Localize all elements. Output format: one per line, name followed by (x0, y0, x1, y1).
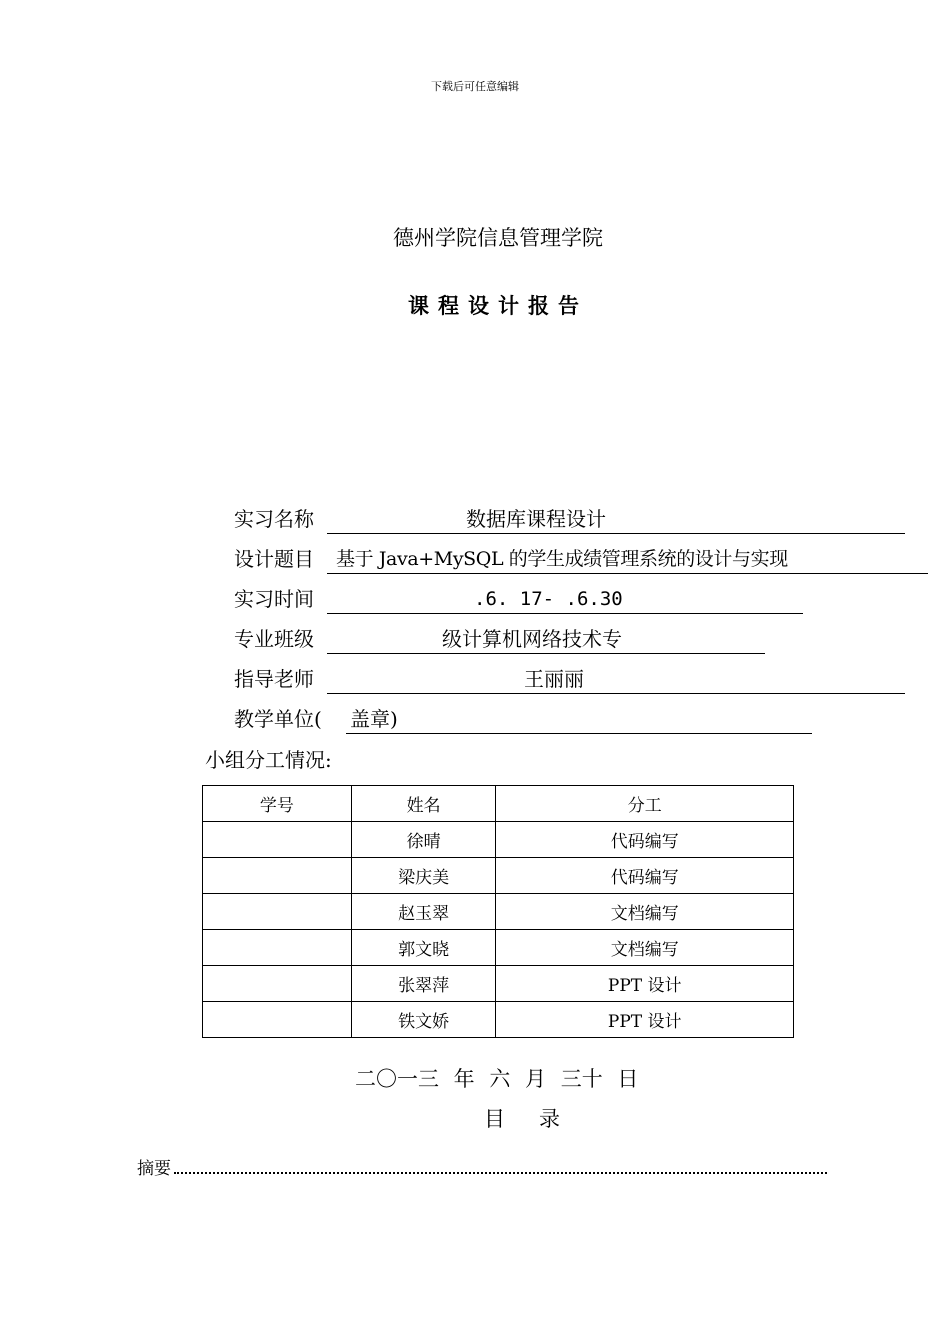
header-task: 分工 (496, 786, 794, 822)
cell-name: 铁文娇 (351, 1002, 496, 1038)
cell-student-id (203, 822, 352, 858)
cell-name: 徐晴 (351, 822, 496, 858)
toc-dot-leader (174, 1172, 827, 1174)
field-label: 教学单位( (234, 707, 322, 731)
report-title: 课程设计报告 (408, 293, 588, 318)
college-name: 德州学院信息管理学院 (393, 226, 603, 250)
header-name: 姓名 (351, 786, 496, 822)
field-label: 实习时间 (234, 587, 314, 611)
cell-task: 代码编写 (496, 858, 794, 894)
group-title: 小组分工情况: (205, 748, 332, 772)
table-row (203, 1002, 794, 1038)
cell-student-id (203, 1002, 352, 1038)
cell-name: 赵玉翠 (351, 894, 496, 930)
field-label: 指导老师 (234, 667, 314, 691)
field-label: 实习名称 (234, 507, 314, 531)
division-table (202, 785, 794, 1038)
field-value: 盖章) (350, 707, 398, 731)
table-header-row (203, 786, 794, 822)
table-row (203, 930, 794, 966)
field-value: 级计算机网络技术专 (442, 627, 622, 651)
cell-student-id (203, 966, 352, 1002)
field-value: 数据库课程设计 (466, 507, 606, 531)
cell-task: 文档编写 (496, 930, 794, 966)
cell-task: PPT 设计 (496, 966, 794, 1002)
report-date: 二〇一三 年 六 月 三十 日 (355, 1067, 639, 1091)
cell-task: PPT 设计 (496, 1002, 794, 1038)
cell-name: 张翠萍 (351, 966, 496, 1002)
toc-item[interactable] (137, 1154, 827, 1180)
cell-student-id (203, 894, 352, 930)
field-underline (327, 665, 905, 694)
table-row (203, 966, 794, 1002)
cell-task: 代码编写 (496, 822, 794, 858)
field-value: 王丽丽 (524, 667, 584, 691)
cell-student-id (203, 858, 352, 894)
cell-name: 梁庆美 (351, 858, 496, 894)
field-value: 基于 Java+MySQL 的学生成绩管理系统的设计与实现 (336, 548, 788, 570)
header-student-id: 学号 (203, 786, 352, 822)
cell-name: 郭文晓 (351, 930, 496, 966)
toc-item-label: 摘要 (137, 1159, 171, 1179)
field-label: 专业班级 (234, 627, 314, 651)
field-underline (327, 505, 905, 534)
field-underline (346, 705, 812, 734)
toc-title: 目录 (484, 1107, 594, 1131)
cell-student-id (203, 930, 352, 966)
table-row (203, 894, 794, 930)
field-value: .6. 17- .6.30 (474, 588, 623, 610)
cell-task: 文档编写 (496, 894, 794, 930)
table-row (203, 822, 794, 858)
field-label: 设计题目 (234, 547, 314, 571)
table-row (203, 858, 794, 894)
header-note: 下载后可任意编辑 (431, 80, 519, 93)
